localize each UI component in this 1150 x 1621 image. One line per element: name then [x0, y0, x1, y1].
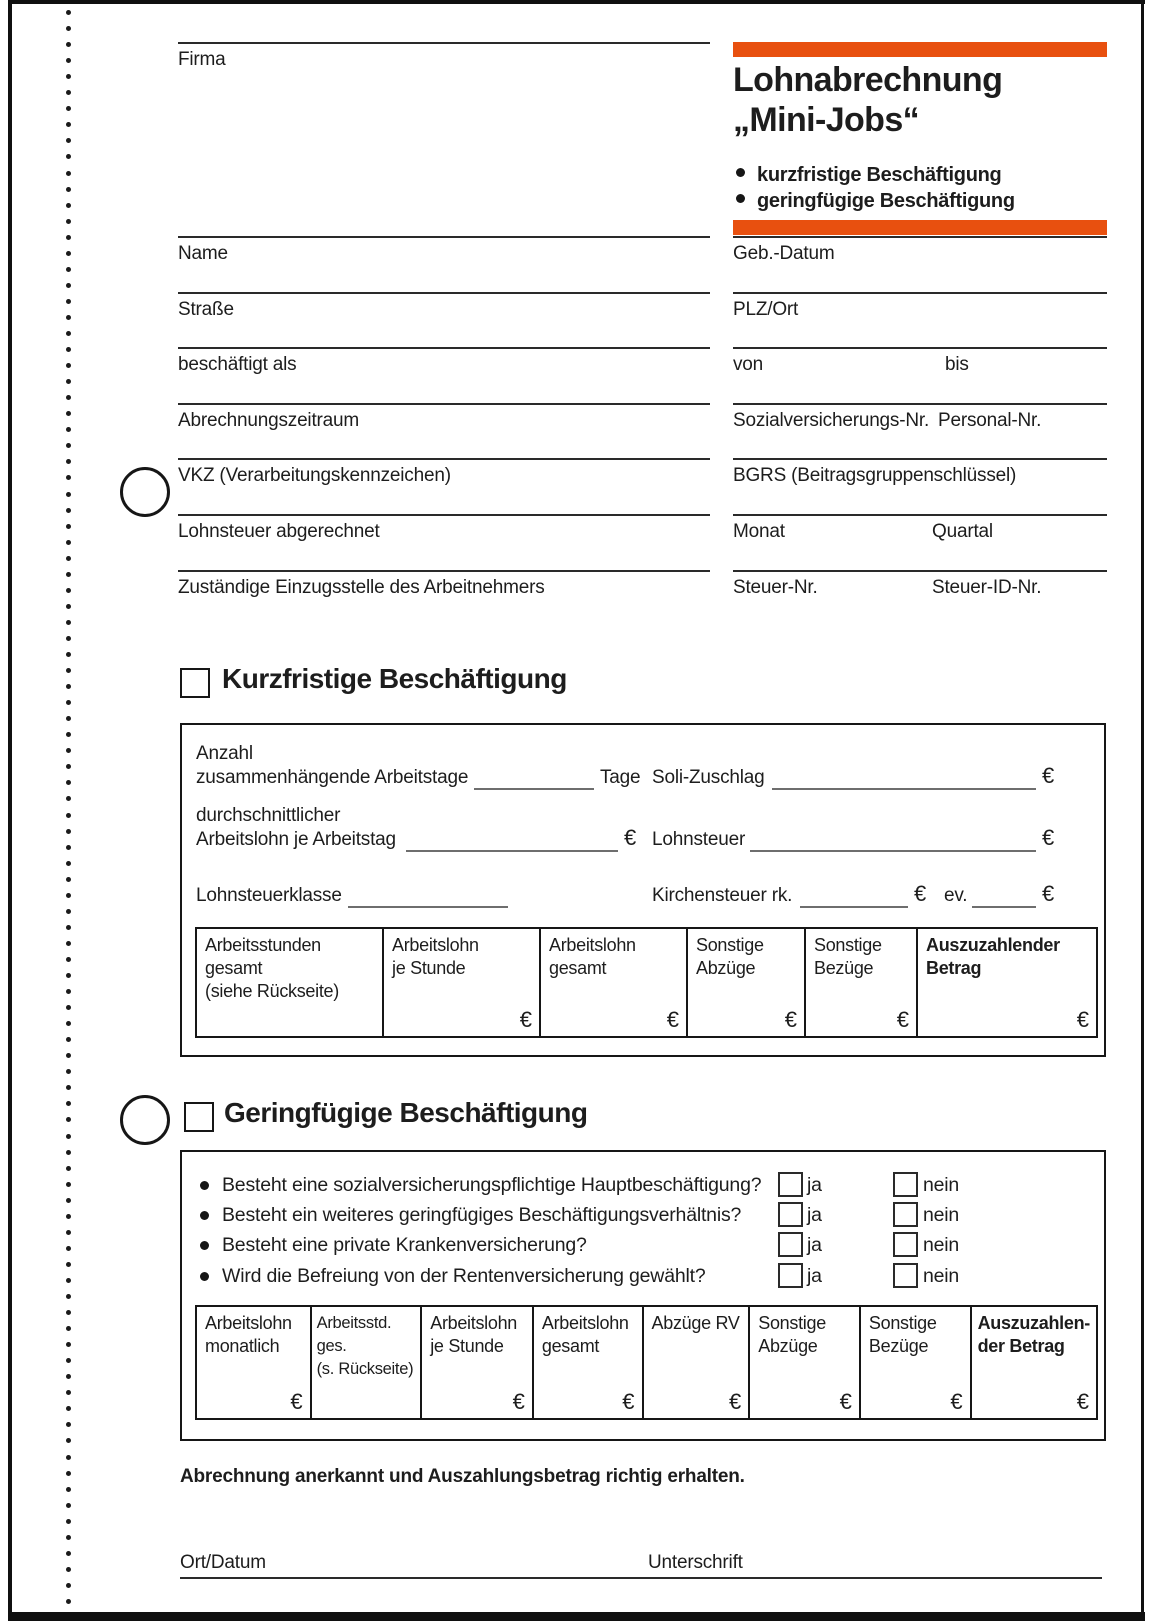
col-header-line1: Arbeitslohn	[392, 935, 479, 955]
col-header-line2: (siehe Rückseite)	[205, 981, 339, 1001]
einzugsstelle-field-line[interactable]	[178, 570, 710, 572]
q3-ja-checkbox[interactable]	[778, 1232, 803, 1257]
euro-sign: €	[729, 1389, 742, 1414]
perforation-dot	[66, 700, 71, 705]
perforation-dot	[66, 1455, 71, 1460]
bullet-icon	[736, 168, 745, 177]
arbeitslohn-euro-sign: €	[624, 825, 637, 850]
perforation-dot	[66, 475, 71, 480]
confirmation-statement: Abrechnung anerkannt und Auszahlungsbetrag richtig erhalten.	[180, 1466, 745, 1487]
perforation-dot	[66, 829, 71, 834]
kurzfristige-amounts-table	[195, 927, 1098, 1038]
perforation-dot	[66, 1150, 71, 1155]
perforation-dot	[66, 1246, 71, 1251]
perforation-dot	[66, 652, 71, 657]
von-label: von	[733, 354, 764, 375]
q2-nein-label: nein	[923, 1204, 960, 1226]
table-a-col-arbeitslohn-gesamt[interactable]	[539, 929, 686, 1036]
punch-hole-bottom	[120, 1095, 170, 1145]
unterschrift-label: Unterschrift	[648, 1552, 743, 1573]
title-bullet-2	[736, 190, 1015, 213]
signature-line[interactable]	[180, 1577, 1102, 1579]
bgrs-label: BGRS (Beitragsgruppenschlüssel)	[733, 465, 1017, 486]
q4-ja-checkbox[interactable]	[778, 1263, 803, 1288]
steuer-nr-label: Steuer-Nr.	[733, 577, 818, 598]
col-header-line1: Arbeitslohn	[430, 1313, 517, 1333]
perforation-dot	[66, 283, 71, 288]
bullet-icon	[200, 1181, 209, 1190]
page-border-top	[8, 0, 1145, 4]
euro-sign: €	[290, 1389, 303, 1414]
perforation-dot	[66, 187, 71, 192]
perforation-dot	[66, 1117, 71, 1122]
abrechnungszeitraum-field-line[interactable]	[178, 403, 710, 405]
form-title	[733, 60, 1002, 140]
col-header-line2: Bezüge	[868, 1336, 929, 1356]
anzahl-label-line1: Anzahl	[196, 743, 253, 764]
euro-sign: €	[622, 1389, 635, 1414]
perforation-dot	[66, 411, 71, 416]
q3-nein-checkbox[interactable]	[893, 1232, 918, 1257]
perforation-dot	[66, 668, 71, 673]
q2-nein-checkbox[interactable]	[893, 1202, 918, 1227]
q4-nein-checkbox[interactable]	[893, 1263, 918, 1288]
perforation-dot	[66, 1069, 71, 1074]
arbeitstage-input-line[interactable]	[474, 788, 594, 790]
von-bis-field-line[interactable]	[733, 347, 1107, 349]
perforation-dot	[66, 1021, 71, 1026]
perforation-dot	[66, 42, 71, 47]
perforation-dot	[66, 1342, 71, 1347]
durchschnittlicher-label-line2: Arbeitslohn je Arbeitstag	[196, 829, 396, 850]
monat-quartal-field-line[interactable]	[733, 514, 1107, 516]
perforation-dot	[66, 347, 71, 352]
bgrs-field-line[interactable]	[733, 458, 1107, 460]
col-header-line1: Arbeitsstunden gesamt	[205, 935, 321, 978]
perforation-dot	[66, 925, 71, 930]
perforation-dot	[66, 845, 71, 850]
col-header-line2: Betrag	[926, 958, 982, 978]
perforation-dot	[66, 941, 71, 946]
bis-label: bis	[945, 354, 969, 375]
plz-ort-field-line[interactable]	[733, 292, 1107, 294]
einzugsstelle-label: Zuständige Einzugsstelle des Arbeitnehmers	[178, 577, 545, 598]
perforation-dot	[66, 379, 71, 384]
perforation-dot	[66, 989, 71, 994]
beschaeftigt-als-label: beschäftigt als	[178, 354, 297, 375]
perforation-dot	[66, 796, 71, 801]
perforation-dot	[66, 604, 71, 609]
perforation-dot	[66, 1214, 71, 1219]
perforation-dot	[66, 909, 71, 914]
perforation-dot	[66, 1262, 71, 1267]
question-befreiung-rentenversicherung: Wird die Befreiung von der Rentenversicherung gewählt?	[222, 1265, 706, 1287]
perforation-dot	[66, 716, 71, 721]
perforation-dot	[66, 732, 71, 737]
abrechnungszeitraum-label: Abrechnungszeitraum	[178, 410, 360, 431]
steuer-id-nr-label: Steuer-ID-Nr.	[932, 577, 1042, 598]
page-border-bottom	[8, 1612, 1145, 1621]
perforation-dot	[66, 1005, 71, 1010]
monat-label: Monat	[733, 521, 785, 542]
perforation-dot	[66, 1085, 71, 1090]
col-header-line2: monatlich	[205, 1336, 280, 1356]
perforation-dot	[66, 1551, 71, 1556]
euro-sign: €	[666, 1007, 679, 1032]
perforation-dot	[66, 540, 71, 545]
perforation-dot	[66, 1037, 71, 1042]
perforation-dot	[66, 780, 71, 785]
col-header-line2: (s. Rückseite)	[316, 1360, 414, 1378]
euro-sign: €	[896, 1007, 909, 1032]
lohnsteuer-abgerechnet-field-line[interactable]	[178, 514, 710, 516]
personal-nr-label: Personal-Nr.	[938, 410, 1042, 431]
perforation-dot	[66, 1310, 71, 1315]
name-field-line[interactable]	[178, 236, 710, 238]
perforation-dot	[66, 1503, 71, 1508]
q4-ja-label: ja	[807, 1265, 822, 1287]
table-b-col-abzuege-rv[interactable]	[642, 1307, 749, 1418]
title-bullet-1	[736, 164, 1001, 187]
firma-field-line[interactable]	[178, 42, 710, 44]
form-title-line2: „Mini-Jobs“	[733, 101, 920, 139]
col-header-line2: je Stunde	[392, 958, 466, 978]
perforation-dot	[66, 171, 71, 176]
col-header-line2: je Stunde	[430, 1336, 504, 1356]
accent-bar-bottom	[733, 220, 1107, 235]
form-title-line1: Lohnabrechnung	[733, 61, 1003, 99]
bullet-icon	[200, 1211, 209, 1220]
perforation-dot	[66, 1583, 71, 1588]
vkz-field-line[interactable]	[178, 458, 710, 460]
steuer-field-line[interactable]	[733, 570, 1107, 572]
perforation-dot	[66, 684, 71, 689]
perforation-dot	[66, 1390, 71, 1395]
perforation-dot	[66, 74, 71, 79]
q1-nein-checkbox[interactable]	[893, 1172, 918, 1197]
perforation-dot	[66, 1599, 71, 1604]
perforation-dot	[66, 138, 71, 143]
table-b-col-arbeitslohn-stunde[interactable]	[420, 1307, 532, 1418]
table-b-col-arbeitslohn-monatlich[interactable]	[197, 1307, 310, 1418]
soli-zuschlag-label: Soli-Zuschlag	[652, 767, 765, 788]
perforation-dot	[66, 572, 71, 577]
perforation-dot	[66, 1294, 71, 1299]
perforation-dot	[66, 508, 71, 513]
perforation-dot	[66, 1406, 71, 1411]
quartal-label: Quartal	[932, 521, 993, 542]
table-a-col-sonstige-bezuege[interactable]	[804, 929, 916, 1036]
question-weiteres-verhaeltnis: Besteht ein weiteres geringfügiges Beschäftigungsverhältnis?	[222, 1204, 742, 1226]
title-bullet-1-label: kurzfristige Beschäftigung	[757, 164, 1002, 186]
table-a-col-auszuzahlender-betrag[interactable]	[916, 929, 1096, 1036]
table-b-col-sonstige-bezuege[interactable]	[859, 1307, 970, 1418]
kirchensteuer-ev-label: ev.	[944, 885, 968, 906]
euro-sign: €	[512, 1389, 525, 1414]
lohnsteuer-input-line[interactable]	[750, 850, 1036, 852]
q3-ja-label: ja	[807, 1234, 822, 1256]
beschaeftigt-als-field-line[interactable]	[178, 347, 710, 349]
bullet-icon	[200, 1272, 209, 1281]
sozialversicherungs-nr-label: Sozialversicherungs-Nr.	[733, 410, 930, 431]
perforation-dot	[66, 1134, 71, 1139]
perforation-dot	[66, 331, 71, 336]
q3-nein-label: nein	[923, 1234, 960, 1256]
perforation-dot	[66, 1519, 71, 1524]
table-a-col-arbeitslohn-stunde[interactable]	[382, 929, 539, 1036]
col-header-line2: der Betrag	[977, 1336, 1065, 1356]
accent-bar-top	[733, 42, 1107, 57]
perforation-dot	[66, 957, 71, 962]
plz-ort-label: PLZ/Ort	[733, 299, 799, 320]
perforation-dot	[66, 973, 71, 978]
q2-ja-checkbox[interactable]	[778, 1202, 803, 1227]
question-private-krankenversicherung: Besteht eine private Krankenversicherung?	[222, 1234, 587, 1256]
euro-sign: €	[950, 1389, 963, 1414]
q1-nein-label: nein	[923, 1174, 960, 1196]
soli-euro-sign: €	[1042, 763, 1055, 788]
perforation-dot	[66, 1101, 71, 1106]
col-header-line1: Arbeitsstd. ges.	[316, 1314, 392, 1355]
firma-label: Firma	[178, 49, 226, 70]
perforation-dot	[66, 588, 71, 593]
bullet-icon	[200, 1241, 209, 1250]
q1-ja-checkbox[interactable]	[778, 1172, 803, 1197]
anzahl-label-line2: zusammenhängende Arbeitstage	[196, 767, 469, 788]
col-header-line1: Sonstige	[758, 1313, 826, 1333]
page-border-right	[1141, 0, 1144, 1621]
perforation-dot	[66, 1487, 71, 1492]
strasse-label: Straße	[178, 299, 234, 320]
q4-nein-label: nein	[923, 1265, 960, 1287]
perforation-dot	[66, 395, 71, 400]
q2-ja-label: ja	[807, 1204, 822, 1226]
perforation-dot	[66, 556, 71, 561]
q1-ja-label: ja	[807, 1174, 822, 1196]
col-header-line1: Sonstige	[696, 935, 764, 955]
perforation-dot	[66, 861, 71, 866]
table-b-col-sonstige-abzuege[interactable]	[748, 1307, 859, 1418]
perforation-dot	[66, 459, 71, 464]
col-header-line2: Abzüge	[758, 1336, 818, 1356]
kurzfristige-section-checkbox[interactable]	[180, 668, 210, 698]
perforation-dot	[66, 10, 71, 15]
perforation-dot	[66, 764, 71, 769]
page-border-left	[8, 0, 12, 1621]
perforation-dot	[66, 1182, 71, 1187]
perforation-dot	[66, 620, 71, 625]
strasse-field-line[interactable]	[178, 292, 710, 294]
kirchensteuer-rk-input-line[interactable]	[800, 906, 908, 908]
perforation-dot	[66, 267, 71, 272]
table-a-col-sonstige-abzuege[interactable]	[686, 929, 804, 1036]
perforation-dot	[66, 1438, 71, 1443]
perforation-dot	[66, 636, 71, 641]
perforation-dot	[66, 235, 71, 240]
table-b-col-arbeitsstd-gesamt[interactable]	[310, 1307, 421, 1418]
soli-zuschlag-input-line[interactable]	[772, 788, 1036, 790]
perforation-dot	[66, 877, 71, 882]
col-header-line1: Arbeitslohn	[549, 935, 636, 955]
perforation-dot	[66, 1278, 71, 1283]
perforation-dot	[66, 1230, 71, 1235]
vkz-label: VKZ (Verarbeitungskennzeichen)	[178, 465, 451, 486]
tage-suffix-label: Tage	[600, 767, 641, 788]
perforation-dot	[66, 154, 71, 159]
col-header-line1: Auszuzahlen-	[977, 1313, 1090, 1333]
perforation-dot	[66, 524, 71, 529]
col-header-line1: Sonstige	[868, 1313, 937, 1333]
perforation-dot	[66, 893, 71, 898]
perforation-dot	[66, 427, 71, 432]
perforation-dot	[66, 90, 71, 95]
perforation-dot	[66, 203, 71, 208]
euro-sign: €	[839, 1389, 852, 1414]
durchschnittlicher-label-line1: durchschnittlicher	[196, 805, 341, 826]
lohnsteuerklasse-input-line[interactable]	[348, 906, 508, 908]
perforation-dot	[66, 299, 71, 304]
kirchensteuer-ev-euro-sign: €	[1042, 881, 1055, 906]
perforation-dot	[66, 251, 71, 256]
arbeitslohn-je-arbeitstag-input-line[interactable]	[406, 850, 618, 852]
ort-datum-label: Ort/Datum	[180, 1552, 266, 1573]
perforation-dot	[66, 1326, 71, 1331]
col-header-line1: Sonstige	[814, 935, 882, 955]
perforation-dot	[66, 1535, 71, 1540]
perforation-dot	[66, 219, 71, 224]
col-header-line2: gesamt	[541, 1336, 600, 1356]
perforation-dot	[66, 106, 71, 111]
kirchensteuer-rk-euro-sign: €	[914, 881, 927, 906]
perforation-dot	[66, 26, 71, 31]
name-label: Name	[178, 243, 228, 264]
geringfuegige-section-checkbox[interactable]	[184, 1102, 214, 1132]
perforation-dot	[66, 813, 71, 818]
geb-datum-field-line[interactable]	[733, 236, 1107, 238]
perforation-dot	[66, 748, 71, 753]
perforation-dot	[66, 1567, 71, 1572]
euro-sign: €	[784, 1007, 797, 1032]
table-b-col-arbeitslohn-gesamt[interactable]	[532, 1307, 642, 1418]
title-bullet-2-label: geringfügige Beschäftigung	[757, 190, 1015, 212]
col-header-line1: Auszuzahlender	[926, 935, 1060, 955]
table-a-col-arbeitsstunden[interactable]	[197, 929, 382, 1036]
kirchensteuer-ev-input-line[interactable]	[972, 906, 1036, 908]
col-header-line1: Abzüge RV	[651, 1313, 740, 1333]
euro-sign: €	[519, 1007, 532, 1032]
sv-personal-field-line[interactable]	[733, 403, 1107, 405]
lohnsteuer-abgerechnet-label: Lohnsteuer abgerechnet	[178, 521, 380, 542]
col-header-line1: Arbeitslohn	[205, 1313, 292, 1333]
perforation-dot	[66, 122, 71, 127]
perforation-dot	[66, 1053, 71, 1058]
bullet-icon	[736, 194, 745, 203]
lohnsteuer-label: Lohnsteuer	[652, 829, 746, 850]
kurzfristige-section-heading: Kurzfristige Beschäftigung	[222, 663, 567, 694]
perforation-dot	[66, 315, 71, 320]
perforation-dot	[66, 1374, 71, 1379]
perforation-dot	[66, 363, 71, 368]
perforation-dot	[66, 492, 71, 497]
lohnsteuerklasse-label: Lohnsteuerklasse	[196, 885, 342, 906]
col-header-line1: Arbeitslohn	[541, 1313, 629, 1333]
kirchensteuer-rk-label: Kirchensteuer rk.	[652, 885, 793, 906]
perforation-dot	[66, 443, 71, 448]
col-header-line2: gesamt	[549, 958, 607, 978]
col-header-line2: Abzüge	[696, 958, 756, 978]
perforation-dot	[66, 1471, 71, 1476]
punch-hole-top	[120, 467, 170, 517]
euro-sign: €	[1076, 1007, 1089, 1032]
geb-datum-label: Geb.-Datum	[733, 243, 835, 264]
perforation-dot	[66, 1358, 71, 1363]
perforation-dot	[66, 1422, 71, 1427]
lohnsteuer-euro-sign: €	[1042, 825, 1055, 850]
perforation-dot	[66, 1166, 71, 1171]
perforation-dot	[66, 1198, 71, 1203]
geringfuegige-amounts-table	[195, 1305, 1098, 1420]
table-b-col-auszuzahlender-betrag[interactable]	[970, 1307, 1096, 1418]
euro-sign: €	[1076, 1389, 1089, 1414]
question-hauptbeschaeftigung: Besteht eine sozialversicherungspflichtige Hauptbeschäftigung?	[222, 1174, 762, 1196]
geringfuegige-section-heading: Geringfügige Beschäftigung	[224, 1097, 588, 1128]
col-header-line2: Bezüge	[814, 958, 874, 978]
perforation-dot	[66, 58, 71, 63]
